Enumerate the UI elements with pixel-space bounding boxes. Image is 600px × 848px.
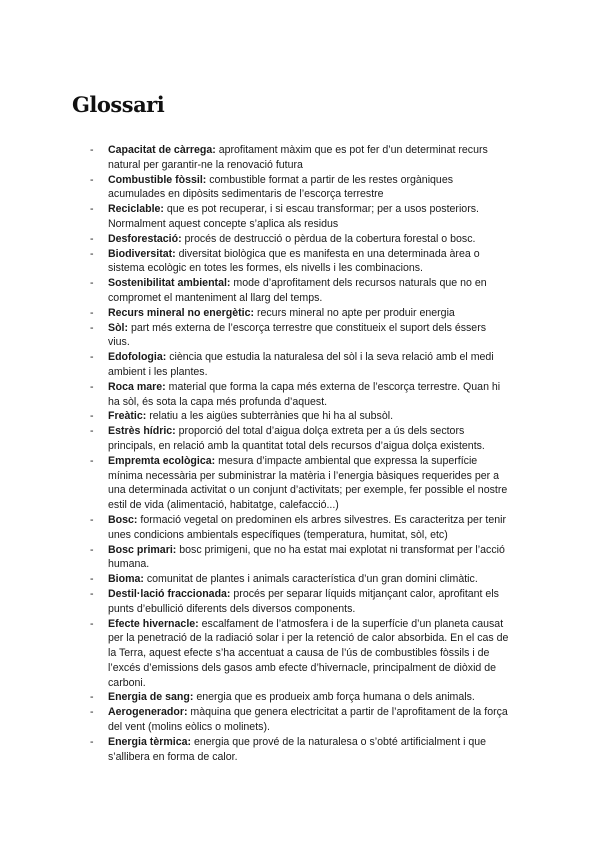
glossary-term: Bosc: [108, 513, 138, 526]
bullet-dash: - [90, 617, 94, 630]
glossary-term: Desforestació: [108, 232, 182, 245]
glossary-definition: mesura d’impacte ambiental que expressa la superfície mínima necessària per subministrar la matèria i l’energia bàsiques requerides per a una determinada activitat o un conjunt d’activitats; per exemple, fer possible el nostre estil de vida (alimentació, habitatge, calefacció...) [108, 454, 508, 512]
glossary-term: Empremta ecològica: [108, 454, 216, 467]
glossary-term: Bosc primari: [108, 543, 177, 556]
glossary-definition: bosc primigeni, que no ha estat mai explotat ni transformat per l’acció humana. [108, 543, 505, 571]
glossary-entry [90, 350, 510, 380]
glossary-term: Aerogenerador: [108, 706, 188, 719]
glossary-definition: escalfament de l’atmosfera i de la superfície d’un planeta causat per la penetració de la radiació solar i per la retenció de calor absorbida. En el cas de la Terra, aquest efecte s’ha accentuat a causa de l’ús de combustibles fòssils i de l’excés d’emissions dels gasos amb efecte d’hivernacle, principalment de diòxid de carboni. [108, 617, 509, 689]
glossary-entry [90, 424, 510, 454]
bullet-dash: - [90, 277, 94, 290]
glossary-entry [90, 735, 510, 765]
glossary-term: Bioma: [108, 573, 144, 586]
glossary-definition: màquina que genera electricitat a partir de l’aprofitament de la força del vent (molins eòlics o molinets). [108, 706, 508, 734]
glossary-entry [90, 572, 510, 587]
glossary-definition: comunitat de plantes i animals característica d’un gran domini climàtic. [143, 573, 478, 586]
glossary-definition: energia que prové de la naturalesa o s’obté artificialment i que s’allibera en forma de calor. [108, 735, 487, 763]
glossary-entry [90, 587, 510, 617]
glossary-entry [90, 247, 510, 277]
glossary-term: Recurs mineral no energètic: [108, 306, 255, 319]
page-title: Glossari [72, 92, 165, 117]
bullet-dash: - [90, 321, 94, 334]
bullet-dash: - [90, 454, 94, 467]
glossary-entry [90, 705, 510, 735]
glossary-definition: mode d’aprofitament dels recursos naturals que no en compromet el manteniment al llarg del temps. [108, 277, 487, 304]
glossary-term: Roca mare: [108, 380, 166, 393]
glossary-term: Biodiversitat: [108, 247, 176, 260]
bullet-dash: - [90, 144, 94, 156]
glossary-entry [90, 143, 510, 173]
glossary-definition: material que forma la capa més externa de l’escorça terrestre. Quan hi ha sòl, és sota la capa més profunda d’aquest. [108, 380, 501, 408]
glossary-term: Sòl: [108, 321, 129, 334]
bullet-dash: - [90, 573, 94, 586]
bullet-dash: - [90, 380, 94, 393]
glossary-definition: proporció del total d’aigua dolça extreta per a ús dels sectors principals, en relació amb la quantitat total dels recursos d’aigua dolça existents. [108, 425, 485, 452]
glossary-definition: diversitat biològica que es manifesta en una determinada àrea o sistema ecològic en totes les formes, els nivells i les combinacions. [108, 247, 480, 275]
glossary-term: Energia de sang: [108, 691, 194, 704]
bullet-dash: - [90, 351, 94, 364]
bullet-dash: - [90, 247, 94, 260]
glossary-entry [90, 276, 510, 306]
bullet-dash: - [90, 513, 94, 526]
glossary-definition: que es pot recuperar, i si escau transformar; per a usos posteriors. Normalment aquest concepte s’aplica als residus [108, 203, 479, 230]
glossary-term: Capacitat de càrrega: [108, 144, 216, 156]
glossary-term: Sostenibilitat ambiental: [108, 277, 231, 290]
glossary-entry [90, 306, 510, 321]
glossary-definition: combustible format a partir de les restes orgàniques acumulades en dipòsits sedimentaris de l’escorça terrestre [108, 173, 454, 201]
glossary-term: Combustible fòssil: [108, 173, 207, 186]
glossary-entry [90, 321, 510, 351]
bullet-dash: - [90, 543, 94, 556]
glossary-entry [90, 513, 510, 543]
glossary-entry [90, 409, 510, 424]
bullet-dash: - [90, 232, 94, 245]
glossary-definition: recurs mineral no apte per produir energia [254, 306, 455, 319]
glossary-entry [90, 173, 510, 203]
bullet-dash: - [90, 425, 94, 438]
bullet-dash: - [90, 410, 94, 423]
bullet-dash: - [90, 173, 94, 186]
glossary-definition: energia que es produeix amb força humana o dels animals. [193, 691, 475, 704]
glossary-term: Energia tèrmica: [108, 735, 192, 748]
glossary-term: Freàtic: [108, 410, 147, 423]
glossary-entry [90, 380, 510, 410]
bullet-dash: - [90, 203, 94, 216]
bullet-dash: - [90, 587, 94, 600]
glossary-term: Reciclable: [108, 203, 164, 216]
bullet-dash: - [90, 735, 94, 748]
glossary-entry [90, 232, 510, 247]
glossary-term: Edofologia: [108, 351, 167, 364]
glossary-definition: aprofitament màxim que es pot fer d’un determinat recurs natural per garantir-ne la renovació futura [108, 144, 488, 171]
glossary-entry [90, 202, 510, 232]
glossary-definition: ciència que estudia la naturalesa del sòl i la seva relació amb el medi ambient i les plantes. [108, 351, 494, 378]
bullet-dash: - [90, 706, 94, 719]
bullet-dash: - [90, 306, 94, 319]
glossary-definition: relatiu a les aigües subterrànies que hi ha al subsòl. [146, 410, 394, 423]
glossary-term: Destil·lació fraccionada: [108, 587, 231, 600]
glossary-entry [90, 543, 510, 573]
glossary-definition: procés per separar líquids mitjançant calor, aprofitant els punts d’ebullició diferents dels diversos components. [108, 587, 499, 615]
glossary-definition: part més externa de l’escorça terrestre que constitueix el suport dels éssers vius. [108, 321, 487, 349]
glossary-term: Estrès hídric: [108, 425, 176, 438]
glossary-definition: procés de destrucció o pèrdua de la cobertura forestal o bosc. [181, 232, 476, 245]
glossary-definition: formació vegetal on predominen els arbres silvestres. Es caracteritza per tenir unes condicions ambientals específiques (temperatura, humitat, sòl, etc) [108, 513, 507, 541]
glossary-entry [90, 690, 510, 705]
glossary-entry [90, 617, 510, 691]
glossary-term: Efecte hivernacle: [108, 617, 199, 630]
bullet-dash: - [90, 691, 94, 704]
glossary-list [90, 143, 510, 764]
glossary-entry [90, 454, 510, 513]
